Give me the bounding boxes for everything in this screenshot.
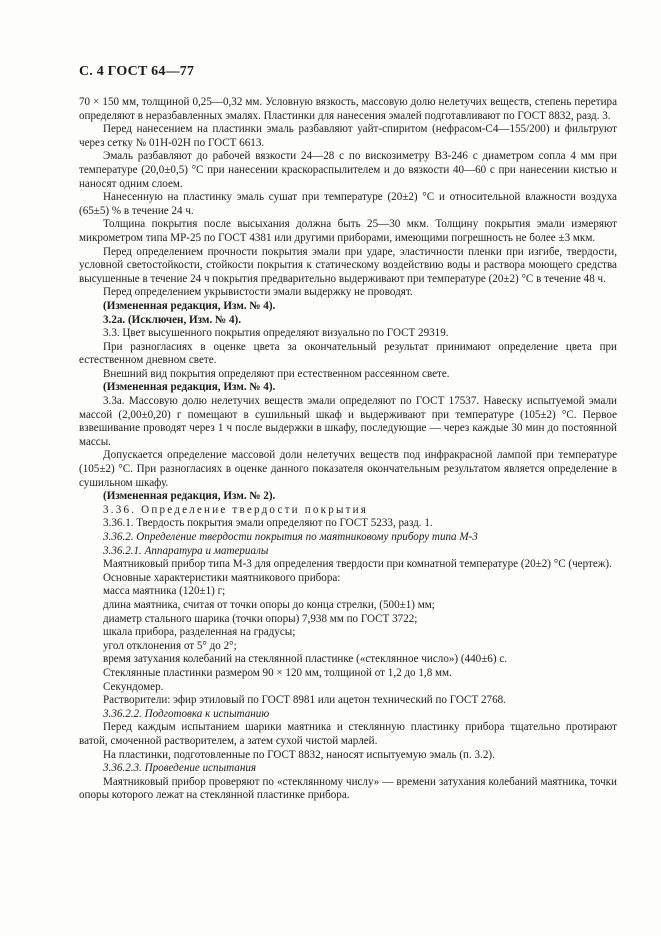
revision-note: (Измененная редакция, Изм. № 4).: [103, 381, 276, 394]
paragraph: Маятниковый прибор типа М-3 для определения твердости при комнатной температуре (20±2) °С (чертеж).: [103, 558, 612, 571]
paragraph: 70 × 150 мм, толщиной 0,25—0,32 мм. Условную вязкость, массовую долю нелетучих веществ, степень перетира определяют в неразбавленных эмалях. Пластинки для нанесения эмалей подготавливают по ГОСТ 8832, разд. 3.: [79, 96, 617, 122]
list-heading: Основные характеристики маятникового прибора:: [103, 571, 341, 584]
paragraph: Допускается определение массовой доли нелетучих веществ под инфракрасной лампой при температуре (105±2) °С. При разногласиях в оценке данного показателя окончательным результатом является определение в сушильном шкафу.: [79, 449, 617, 489]
paragraph: На пластинки, подготовленные по ГОСТ 8832, наносят испытуемую эмаль (п. 3.2).: [103, 748, 495, 761]
clause-heading: 3.2а. (Исключен, Изм. № 4).: [103, 313, 241, 326]
list-item: шкала прибора, разделенная на градусы;: [103, 626, 296, 639]
paragraph: При разногласиях в оценке цвета за окончательный результат принимают определение цвета при естественном дневном свете.: [79, 340, 617, 367]
paragraph: Перед нанесением на пластинки эмаль разбавляют уайт-спиритом (нефрасом-С4—155/200) и фильтруют через сетку № 01Н-02Н по ГОСТ 6613.: [79, 123, 617, 149]
revision-note: (Измененная редакция, Изм. № 4).: [103, 299, 276, 312]
page-header: С. 4 ГОСТ 64—77: [79, 64, 195, 79]
paragraph: 3.3. Цвет высушенного покрытия определяют визуально по ГОСТ 29319.: [103, 327, 449, 340]
revision-note: (Измененная редакция, Изм. № 2).: [103, 490, 276, 503]
document-body: [79, 96, 617, 803]
list-item: время затухания колебаний на стеклянной пластинке («стеклянное число») (440±6) с.: [103, 653, 508, 666]
paragraph: Растворители: эфир этиловый по ГОСТ 8981 или ацетон технический по ГОСТ 2768.: [103, 694, 506, 707]
list-item: длина маятника, считая от точки опоры до конца стрелки, (500±1) мм;: [103, 598, 435, 611]
paragraph: Нанесенную на пластинку эмаль сушат при температуре (20±2) °С и относительной влажности воздуха (65±5) % в течение 24 ч.: [79, 191, 617, 217]
subsection-heading: 3.36.2.2. Подготовка к испытанию: [103, 707, 270, 720]
paragraph: Эмаль разбавляют до рабочей вязкости 24—28 с по вискозиметру ВЗ-246 с диаметром сопла 4 мм при температуре (20,0±0,5) °С при нанесении краскораспылителем и до вязкости 40—60 с при нанесении кистью и наносят одним слоем.: [79, 150, 617, 190]
list-item: диаметр стального шарика (точки опоры) 7,938 мм по ГОСТ 3722;: [103, 612, 418, 625]
list-item: масса маятника (120±1) г;: [103, 585, 226, 598]
paragraph: Маятниковый прибор проверяют по «стеклянному числу» — времени затухания колебаний маятника, точки опоры которого лежат на стеклянной пластинке прибора.: [79, 775, 617, 802]
paragraph: Толщина покрытия после высыхания должна быть 25—30 мкм. Толщину покрытия эмали измеряют микрометром типа МР-25 по ГОСТ 4381 или другими приборами, имеющими погрешность не более ±3 мкм.: [79, 218, 617, 244]
paragraph: Внешний вид покрытия определяют при естественном рассеянном свете.: [103, 367, 450, 380]
section-heading: 3.36. Определение твердости покрытия: [103, 503, 369, 516]
paragraph: 3.3а. Массовую долю нелетучих веществ эмали определяют по ГОСТ 17537. Навеску испытуемой эмали массой (2,00±0,20) г помещают в сушильный шкаф и выдерживают при температуре (105±2) °С. Первое взвешивание проводят через 1 ч после выдержки в шкафу, последующие — через каждые 30 мин до постоянной массы.: [79, 395, 617, 448]
paragraph: Стеклянные пластинки размером 90 × 120 мм, толщиной от 1,2 до 1,8 мм.: [103, 666, 452, 679]
paragraph: Секундомер.: [103, 680, 164, 693]
paragraph: Перед определением укрывистости эмали выдержку не проводят.: [103, 286, 413, 299]
list-item: угол отклонения от 5° до 2°;: [103, 639, 237, 652]
paragraph: Перед определением прочности покрытия эмали при ударе, эластичности пленки при изгибе, твердости, условной светостойкости, стойкости покрытия к статическому воздействию воды и раствора моющего средства высушенные в течение 24 ч покрытия предварительно выдерживают при температуре (20±2) °С в течение 48 ч.: [79, 245, 617, 285]
subsection-heading: 3.36.2. Определение твердости покрытия по маятниковому прибору типа М-3: [103, 531, 478, 543]
paragraph: 3.36.1. Твердость покрытия эмали определяют по ГОСТ 5233, разд. 1.: [103, 517, 433, 530]
subsection-heading: 3.36.2.1. Аппаратура и материалы: [103, 544, 269, 557]
paragraph: Перед каждым испытанием шарики маятника и стеклянную пластинку прибора тщательно протирают ватой, смоченной растворителем, а затем сухой чистой марлей.: [79, 721, 617, 747]
subsection-heading: 3.36.2.3. Проведение испытания: [103, 762, 257, 775]
